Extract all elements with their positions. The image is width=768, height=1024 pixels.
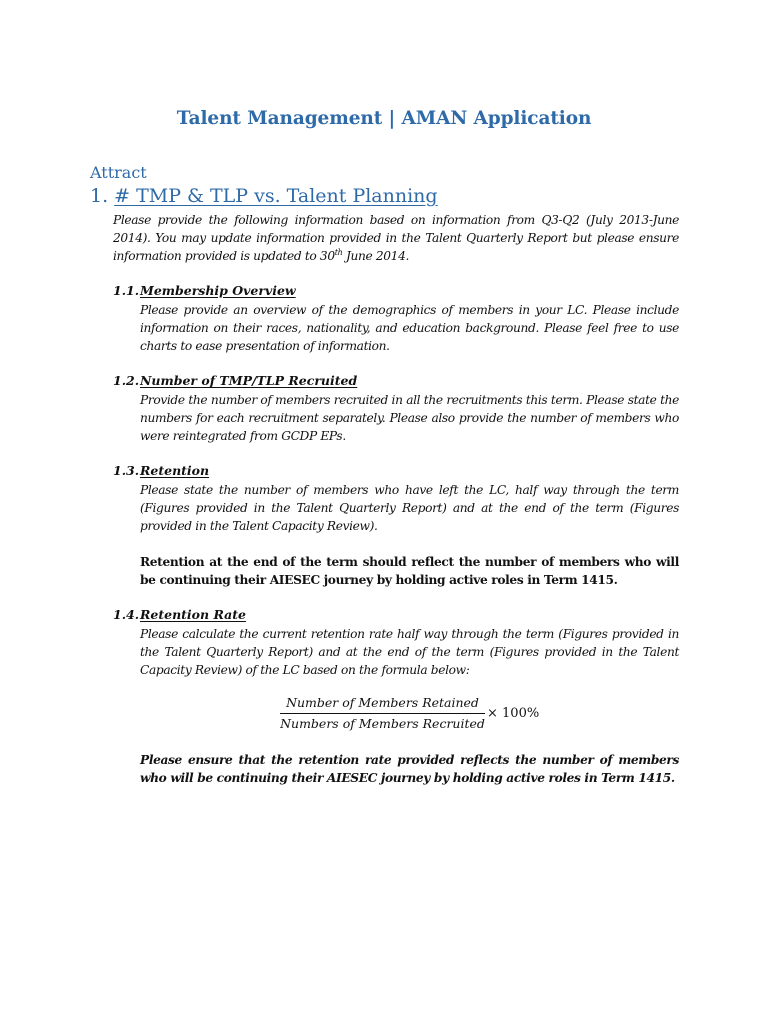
intro-paragraph-end: June 2014. xyxy=(342,249,410,263)
formula-denominator: Numbers of Members Recruited xyxy=(280,716,485,731)
subsection-number: 1.2. xyxy=(113,373,140,388)
subsection-title: Membership Overview xyxy=(140,283,296,298)
subsection-heading-retention-rate xyxy=(113,607,246,622)
subsection-heading-tmp-tlp-recruited xyxy=(113,373,357,388)
subsection-heading-membership-overview xyxy=(113,283,296,298)
subsection-number: 1.4. xyxy=(113,607,140,622)
retention-note: Retention at the end of the term should reflect the number of members who will be continuing their AIESEC journey by holding active roles in Term 1415. xyxy=(140,555,679,587)
subsection-body-tmp-tlp-recruited: Provide the number of members recruited in all the recruitments this term. Please state the numbers for each recruitment separately. Please also provide the number of members who were reintegrated from GCDP EPs. xyxy=(140,393,679,443)
subsection-title: Retention xyxy=(140,463,210,478)
subsection-title: Retention Rate xyxy=(140,607,246,622)
formula-numerator: Number of Members Retained xyxy=(286,695,479,710)
intro-paragraph-text: Please provide the following information based on information from Q3-Q2 (July 2013-June 2014). You may update information provided in the Talent Quarterly Report but please ensure information provided is updated to 30 xyxy=(113,213,679,263)
section-heading xyxy=(90,185,438,207)
retention-rate-formula xyxy=(280,694,540,738)
subsection-body-retention: Please state the number of members who have left the LC, half way through the term (Figures provided in the Talent Quarterly Report) and at the end of the term (Figures provided in the Talent Capacity Review). xyxy=(140,483,679,533)
section-heading-text: # TMP & TLP vs. Talent Planning xyxy=(114,185,438,207)
document-title: Talent Management | AMAN Application xyxy=(176,108,592,129)
subsection-title: Number of TMP/TLP Recruited xyxy=(140,373,358,388)
section-label-attract: Attract xyxy=(90,163,147,182)
subsection-heading-retention xyxy=(113,463,209,478)
subsection-body-membership-overview: Please provide an overview of the demographics of members in your LC. Please include information on their races, nationality, and education background. Please feel free to use charts to ease presentation of information. xyxy=(140,303,679,353)
retention-rate-note: Please ensure that the retention rate provided reflects the number of members who will be continuing their AIESEC journey by holding active roles in Term 1415. xyxy=(140,753,679,785)
formula-multiplier: × 100% xyxy=(487,706,540,721)
formula-fraction xyxy=(280,694,485,733)
subsection-body-retention-rate: Please calculate the current retention rate half way through the term (Figures provided in the Talent Quarterly Report) and at the end of the term (Figures provided in the Talent Capacity Review) of the LC based on the formula below: xyxy=(140,627,679,677)
subsection-number: 1.1. xyxy=(113,283,140,298)
subsection-number: 1.3. xyxy=(113,463,140,478)
intro-superscript: th xyxy=(334,247,343,257)
section-heading-number: 1. xyxy=(90,185,109,207)
intro-paragraph xyxy=(113,211,679,265)
formula-fraction-bar xyxy=(280,713,485,714)
